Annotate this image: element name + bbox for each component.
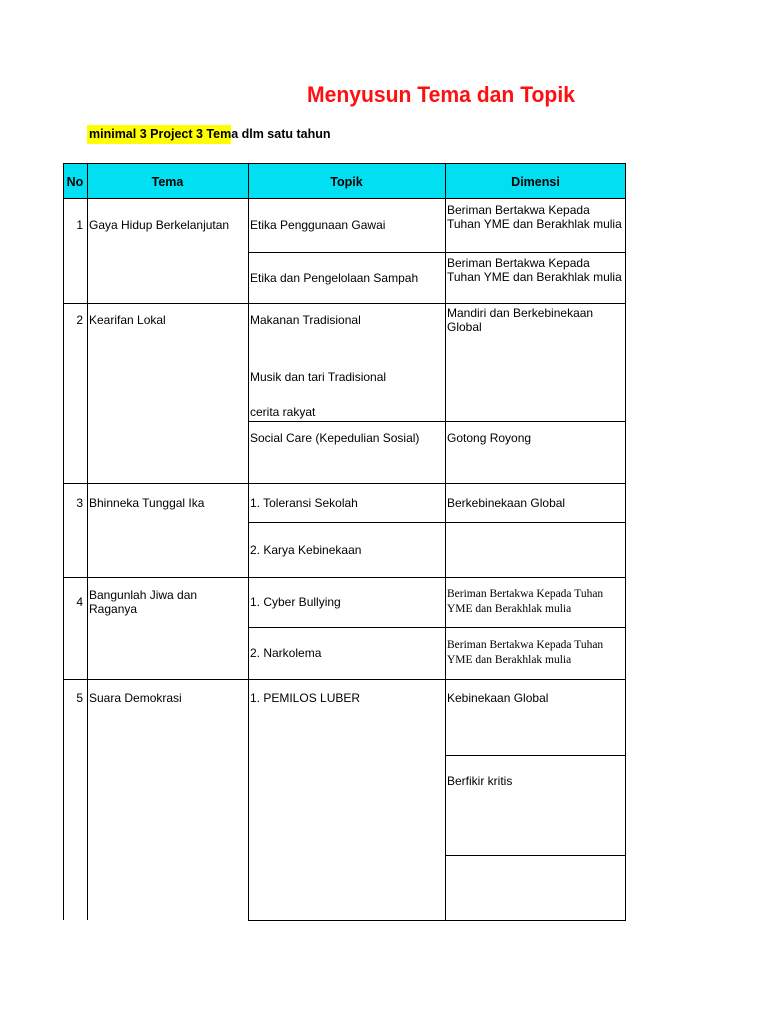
row-4-dimensi-1: Beriman Bertakwa Kepada Tuhan YME dan Berakhlak mulia: [447, 588, 604, 615]
header-tema: Tema: [87, 164, 248, 199]
row-2-topik-2: Social Care (Kepedulian Sosial): [250, 431, 420, 445]
row-3-tema: Bhinneka Tunggal Ika: [89, 496, 205, 510]
row-1-no: 1: [76, 218, 83, 232]
row-2-topik-1c: cerita rakyat: [250, 405, 316, 419]
row-5-topik-1: 1. PEMILOS LUBER: [250, 691, 361, 705]
row-4-no: 4: [76, 595, 83, 609]
subtitle: [87, 124, 331, 144]
row-1-dimensi-2: Beriman Bertakwa Kepada Tuhan YME dan Berakhlak mulia: [447, 256, 622, 284]
row-2-dimensi-1: Mandiri dan Berkebinekaan Global: [447, 306, 594, 334]
row-5-no: 5: [76, 691, 83, 705]
row-5-dimensi-2: Berfikir kritis: [447, 774, 513, 788]
row-5-tema: Suara Demokrasi: [89, 691, 182, 705]
subtitle-highlight: minimal 3 Project 3 Tem: [87, 125, 231, 144]
document-title: Menyusun Tema dan Topik: [307, 82, 575, 107]
row-3-topik-1: 1. Toleransi Sekolah: [250, 496, 358, 510]
row-4-tema: Bangunlah Jiwa dan Raganya: [89, 588, 198, 616]
row-3-topik-2: 2. Karya Kebinekaan: [250, 543, 362, 557]
row-1-topik-2: Etika dan Pengelolaan Sampah: [250, 271, 419, 285]
row-4-topik-1: 1. Cyber Bullying: [250, 595, 341, 609]
row-5-dimensi-1: Kebinekaan Global: [447, 691, 549, 705]
row-1-topik-1: Etika Penggunaan Gawai: [250, 218, 386, 232]
row-2-topik-1b: Musik dan tari Tradisional: [250, 370, 387, 384]
row-1-dimensi-1: Beriman Bertakwa Kepada Tuhan YME dan Berakhlak mulia: [447, 203, 622, 231]
row-2-no: 2: [76, 313, 83, 327]
header-topik: Topik: [248, 164, 445, 199]
row-2-dimensi-2: Gotong Royong: [447, 431, 532, 445]
row-3-dimensi-1: Berkebinekaan Global: [447, 496, 566, 510]
header-dimensi: Dimensi: [445, 164, 626, 199]
row-3-no: 3: [76, 496, 83, 510]
subtitle-rest: a dlm satu tahun: [231, 127, 331, 141]
header-no: No: [63, 164, 87, 199]
row-4-topik-2: 2. Narkolema: [250, 646, 322, 660]
row-4-dimensi-2: Beriman Bertakwa Kepada Tuhan YME dan Berakhlak mulia: [447, 639, 604, 666]
row-1-tema: Gaya Hidup Berkelanjutan: [89, 218, 230, 232]
row-2-tema: Kearifan Lokal: [89, 313, 166, 327]
row-2-topik-1: Makanan Tradisional: [250, 313, 361, 327]
